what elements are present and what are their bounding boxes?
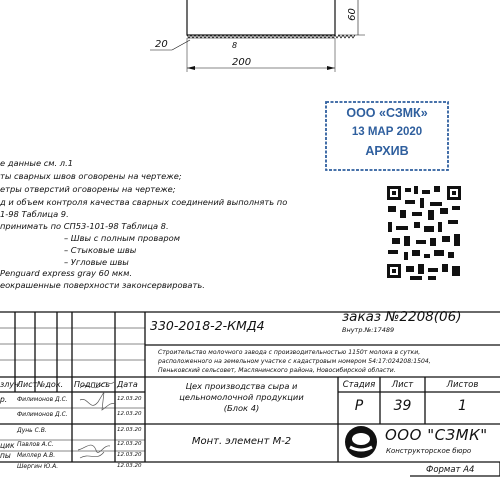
sheets-value: 1 (458, 398, 467, 414)
note-line: Penguard express gray 60 мкм. (0, 268, 133, 278)
note-line: ты сварных швов оговорены на чертеже; (0, 171, 182, 181)
project-description: расположенного на земельном участке с кадастровым номером 54:17:024208:1504, (158, 358, 431, 365)
note-line: – Стыковые швы (64, 245, 137, 255)
dim-height: 60 (346, 8, 358, 21)
note-line: д и объем контроля качества сварных соединений выполнять по (0, 197, 288, 207)
internal-number: Внутр.№:17489 (342, 326, 395, 334)
archive-stamp (326, 106, 448, 158)
project-description: Строительство молочного завода с производительностью 1150т молока в сутки, (158, 349, 421, 356)
sign-date: 12.03.20 (117, 463, 142, 469)
order-number: заказ №2208(06) (342, 309, 462, 325)
sign-date: 12.03.20 (117, 441, 142, 447)
company-logo-icon (345, 426, 377, 458)
person-name: Филимонов Д.С. (17, 411, 68, 418)
dim-gap: 20 (155, 39, 168, 50)
role-label: цик (0, 441, 15, 450)
person-name: Филимонов Д.С. (17, 396, 68, 403)
sign-date: 12.03.20 (117, 396, 142, 402)
sign-date: 12.03.20 (117, 452, 142, 458)
company-subtitle: Конструкторское бюро (386, 447, 472, 455)
note-line: еокрашенные поверхности законсервировать. (0, 280, 205, 290)
person-name: Шергин Ю.А. (17, 463, 59, 470)
note-line: – Угловые швы (64, 257, 129, 267)
stamp-org: ООО «СЗМК» (346, 106, 428, 120)
format-label: Формат А4 (426, 465, 475, 475)
signatures (78, 382, 116, 458)
header-sign: Подпись (74, 380, 110, 389)
project-description: Пеньковский сельсовет, Маслянинского района, Новосибирской области. (158, 367, 396, 374)
doc-code: 330-2018-2-КМД4 (150, 318, 265, 333)
note-line: етры отверстий оговорены на чертеже; (0, 184, 176, 194)
role-label: пы (0, 451, 11, 460)
sheet-value: 39 (393, 398, 412, 414)
stage-value: Р (354, 398, 364, 414)
qr-code (387, 186, 461, 280)
note-line: – Швы с полным проваром (64, 233, 180, 243)
sign-date: 12.03.20 (117, 411, 142, 417)
object-name: Цех производства сыра и цельномолочной продукции (Блок 4) (179, 381, 304, 413)
note-line: принимать по СП53-101-98 Таблица 8. (0, 221, 169, 231)
company-name: ООО "СЗМК" (385, 426, 488, 444)
sheets-label: Листов (446, 380, 479, 390)
dim-width: 200 (232, 57, 252, 68)
sheet-label: Лист (391, 380, 414, 390)
header-izm: злуч. (0, 380, 22, 389)
note-line: е данные см. л.1 (0, 158, 74, 168)
element-name: Монт. элемент М-2 (191, 436, 292, 447)
stage-label: Стадия (342, 380, 376, 390)
person-name: Павлов А.С. (17, 441, 54, 448)
person-name: Дунь С.В. (17, 427, 47, 434)
part-outline (187, 0, 335, 35)
header-list: Лист (17, 380, 38, 389)
stamp-label: АРХИВ (365, 144, 409, 158)
person-name: Миллер А.В. (17, 452, 56, 459)
role-label: р. (0, 395, 8, 404)
stamp-date: 13 МАР 2020 (351, 126, 423, 138)
note-line: 1-98 Таблица 9. (0, 209, 69, 219)
sign-date: 12.03.20 (117, 427, 142, 433)
header-date: Дата (117, 380, 138, 389)
dim-weld: 8 (232, 41, 238, 50)
header-ndoc: №док. (37, 380, 64, 389)
